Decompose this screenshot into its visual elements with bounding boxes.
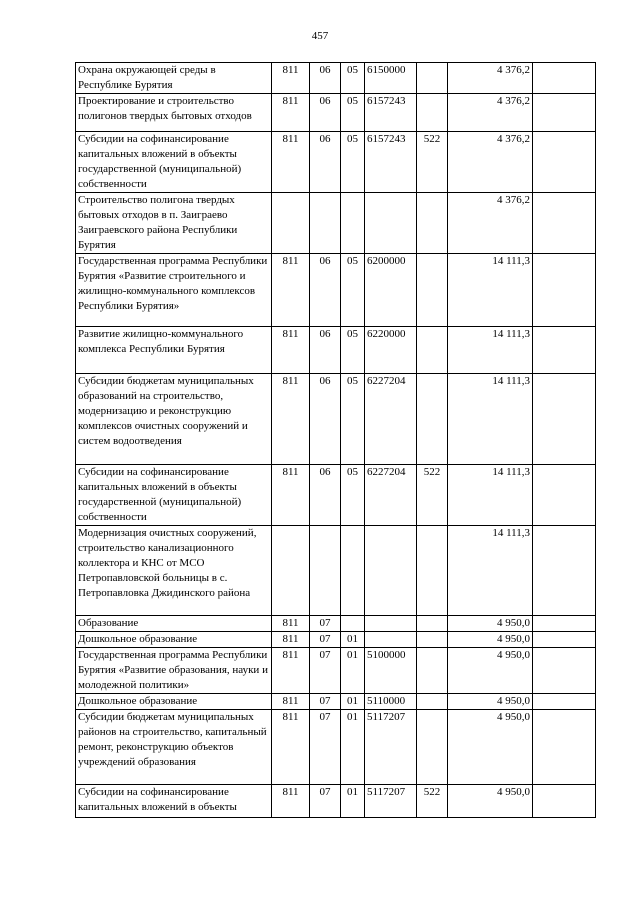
amount: 14 111,3 <box>448 465 533 526</box>
row-name: Субсидии бюджетам муниципальных районов на строительство, капитальный ремонт, реконструкцию объектов учреждений образования <box>76 710 272 785</box>
target-article: 6220000 <box>365 327 417 374</box>
expense-type <box>417 63 448 94</box>
ministry-code: 811 <box>272 63 310 94</box>
ministry-code: 811 <box>272 465 310 526</box>
extra-column <box>533 94 596 132</box>
ministry-code: 811 <box>272 327 310 374</box>
table-row <box>76 465 596 526</box>
ministry-code: 811 <box>272 694 310 710</box>
budget-table <box>75 62 596 818</box>
section-code: 06 <box>310 465 341 526</box>
extra-column <box>533 254 596 327</box>
target-article: 6150000 <box>365 63 417 94</box>
table-row <box>76 374 596 465</box>
table-row <box>76 254 596 327</box>
target-article <box>365 526 417 616</box>
section-code: 06 <box>310 132 341 193</box>
row-name: Охрана окружающей среды в Республике Бурятия <box>76 63 272 94</box>
target-article: 6157243 <box>365 94 417 132</box>
extra-column <box>533 132 596 193</box>
table-row <box>76 648 596 694</box>
subsection-code: 01 <box>341 694 365 710</box>
table-row <box>76 710 596 785</box>
ministry-code: 811 <box>272 254 310 327</box>
extra-column <box>533 632 596 648</box>
section-code <box>310 193 341 254</box>
extra-column <box>533 193 596 254</box>
target-article <box>365 193 417 254</box>
ministry-code <box>272 193 310 254</box>
ministry-code: 811 <box>272 710 310 785</box>
section-code: 06 <box>310 254 341 327</box>
subsection-code: 05 <box>341 132 365 193</box>
row-name: Проектирование и строительство полигонов твердых бытовых отходов <box>76 94 272 132</box>
amount: 14 111,3 <box>448 526 533 616</box>
subsection-code: 05 <box>341 254 365 327</box>
ministry-code: 811 <box>272 94 310 132</box>
ministry-code: 811 <box>272 374 310 465</box>
table-row <box>76 526 596 616</box>
row-name: Субсидии на софинансирование капитальных вложений в объекты государственной (муниципальной) собственности <box>76 132 272 193</box>
ministry-code: 811 <box>272 785 310 818</box>
table-row <box>76 193 596 254</box>
target-article: 6157243 <box>365 132 417 193</box>
amount: 14 111,3 <box>448 374 533 465</box>
table-row <box>76 694 596 710</box>
table-row <box>76 63 596 94</box>
expense-type <box>417 254 448 327</box>
extra-column <box>533 526 596 616</box>
section-code: 07 <box>310 648 341 694</box>
extra-column <box>533 465 596 526</box>
target-article <box>365 632 417 648</box>
row-name: Субсидии бюджетам муниципальных образований на строительство, модернизацию и реконструкцию комплексов очистных сооружений и систем водоотведения <box>76 374 272 465</box>
extra-column <box>533 694 596 710</box>
amount: 4 950,0 <box>448 785 533 818</box>
expense-type <box>417 327 448 374</box>
section-code: 06 <box>310 374 341 465</box>
expense-type <box>417 648 448 694</box>
expense-type <box>417 710 448 785</box>
row-name: Образование <box>76 616 272 632</box>
target-article: 5117207 <box>365 785 417 818</box>
ministry-code: 811 <box>272 132 310 193</box>
extra-column <box>533 63 596 94</box>
row-name: Дошкольное образование <box>76 632 272 648</box>
ministry-code <box>272 526 310 616</box>
expense-type <box>417 374 448 465</box>
section-code: 07 <box>310 785 341 818</box>
subsection-code <box>341 616 365 632</box>
row-name: Государственная программа Республики Бурятия «Развитие образования, науки и молодежной политики» <box>76 648 272 694</box>
extra-column <box>533 374 596 465</box>
table-row <box>76 327 596 374</box>
subsection-code: 01 <box>341 648 365 694</box>
extra-column <box>533 616 596 632</box>
subsection-code: 05 <box>341 63 365 94</box>
amount: 14 111,3 <box>448 327 533 374</box>
table-row <box>76 132 596 193</box>
section-code: 07 <box>310 694 341 710</box>
target-article <box>365 616 417 632</box>
amount: 4 376,2 <box>448 193 533 254</box>
ministry-code: 811 <box>272 648 310 694</box>
expense-type <box>417 94 448 132</box>
extra-column <box>533 710 596 785</box>
table-row <box>76 632 596 648</box>
extra-column <box>533 648 596 694</box>
row-name: Модернизация очистных сооружений, строительство канализационного коллектора и КНС от МСО Петропавловской больницы в с. Петропавловка Джидинского района <box>76 526 272 616</box>
subsection-code <box>341 193 365 254</box>
expense-type <box>417 694 448 710</box>
row-name: Дошкольное образование <box>76 694 272 710</box>
subsection-code: 01 <box>341 710 365 785</box>
expense-type: 522 <box>417 132 448 193</box>
amount: 4 376,2 <box>448 63 533 94</box>
amount: 4 950,0 <box>448 648 533 694</box>
amount: 4 376,2 <box>448 132 533 193</box>
target-article: 5100000 <box>365 648 417 694</box>
ministry-code: 811 <box>272 632 310 648</box>
section-code: 07 <box>310 632 341 648</box>
page-number: 457 <box>311 30 329 42</box>
expense-type <box>417 632 448 648</box>
section-code: 07 <box>310 710 341 785</box>
section-code: 06 <box>310 63 341 94</box>
extra-column <box>533 327 596 374</box>
target-article: 5110000 <box>365 694 417 710</box>
row-name: Субсидии на софинансирование капитальных вложений в объекты <box>76 785 272 818</box>
row-name: Развитие жилищно-коммунального комплекса Республики Бурятия <box>76 327 272 374</box>
section-code: 06 <box>310 94 341 132</box>
subsection-code: 05 <box>341 465 365 526</box>
row-name: Субсидии на софинансирование капитальных вложений в объекты государственной (муниципальной) собственности <box>76 465 272 526</box>
subsection-code <box>341 526 365 616</box>
extra-column <box>533 785 596 818</box>
amount: 4 950,0 <box>448 694 533 710</box>
table-row <box>76 785 596 818</box>
target-article: 5117207 <box>365 710 417 785</box>
section-code <box>310 526 341 616</box>
target-article: 6227204 <box>365 374 417 465</box>
subsection-code: 05 <box>341 94 365 132</box>
expense-type: 522 <box>417 465 448 526</box>
expense-type: 522 <box>417 785 448 818</box>
section-code: 06 <box>310 327 341 374</box>
amount: 4 950,0 <box>448 616 533 632</box>
subsection-code: 05 <box>341 327 365 374</box>
expense-type <box>417 616 448 632</box>
amount: 4 376,2 <box>448 94 533 132</box>
table-row <box>76 94 596 132</box>
table-row <box>76 616 596 632</box>
section-code: 07 <box>310 616 341 632</box>
expense-type <box>417 193 448 254</box>
row-name: Государственная программа Республики Бурятия «Развитие строительного и жилищно-коммунального комплексов Республики Бурятия» <box>76 254 272 327</box>
subsection-code: 01 <box>341 632 365 648</box>
target-article: 6227204 <box>365 465 417 526</box>
ministry-code: 811 <box>272 616 310 632</box>
expense-type <box>417 526 448 616</box>
subsection-code: 01 <box>341 785 365 818</box>
amount: 4 950,0 <box>448 632 533 648</box>
amount: 4 950,0 <box>448 710 533 785</box>
amount: 14 111,3 <box>448 254 533 327</box>
subsection-code: 05 <box>341 374 365 465</box>
row-name: Строительство полигона твердых бытовых отходов в п. Заиграево Заиграевского района Республики Бурятия <box>76 193 272 254</box>
target-article: 6200000 <box>365 254 417 327</box>
